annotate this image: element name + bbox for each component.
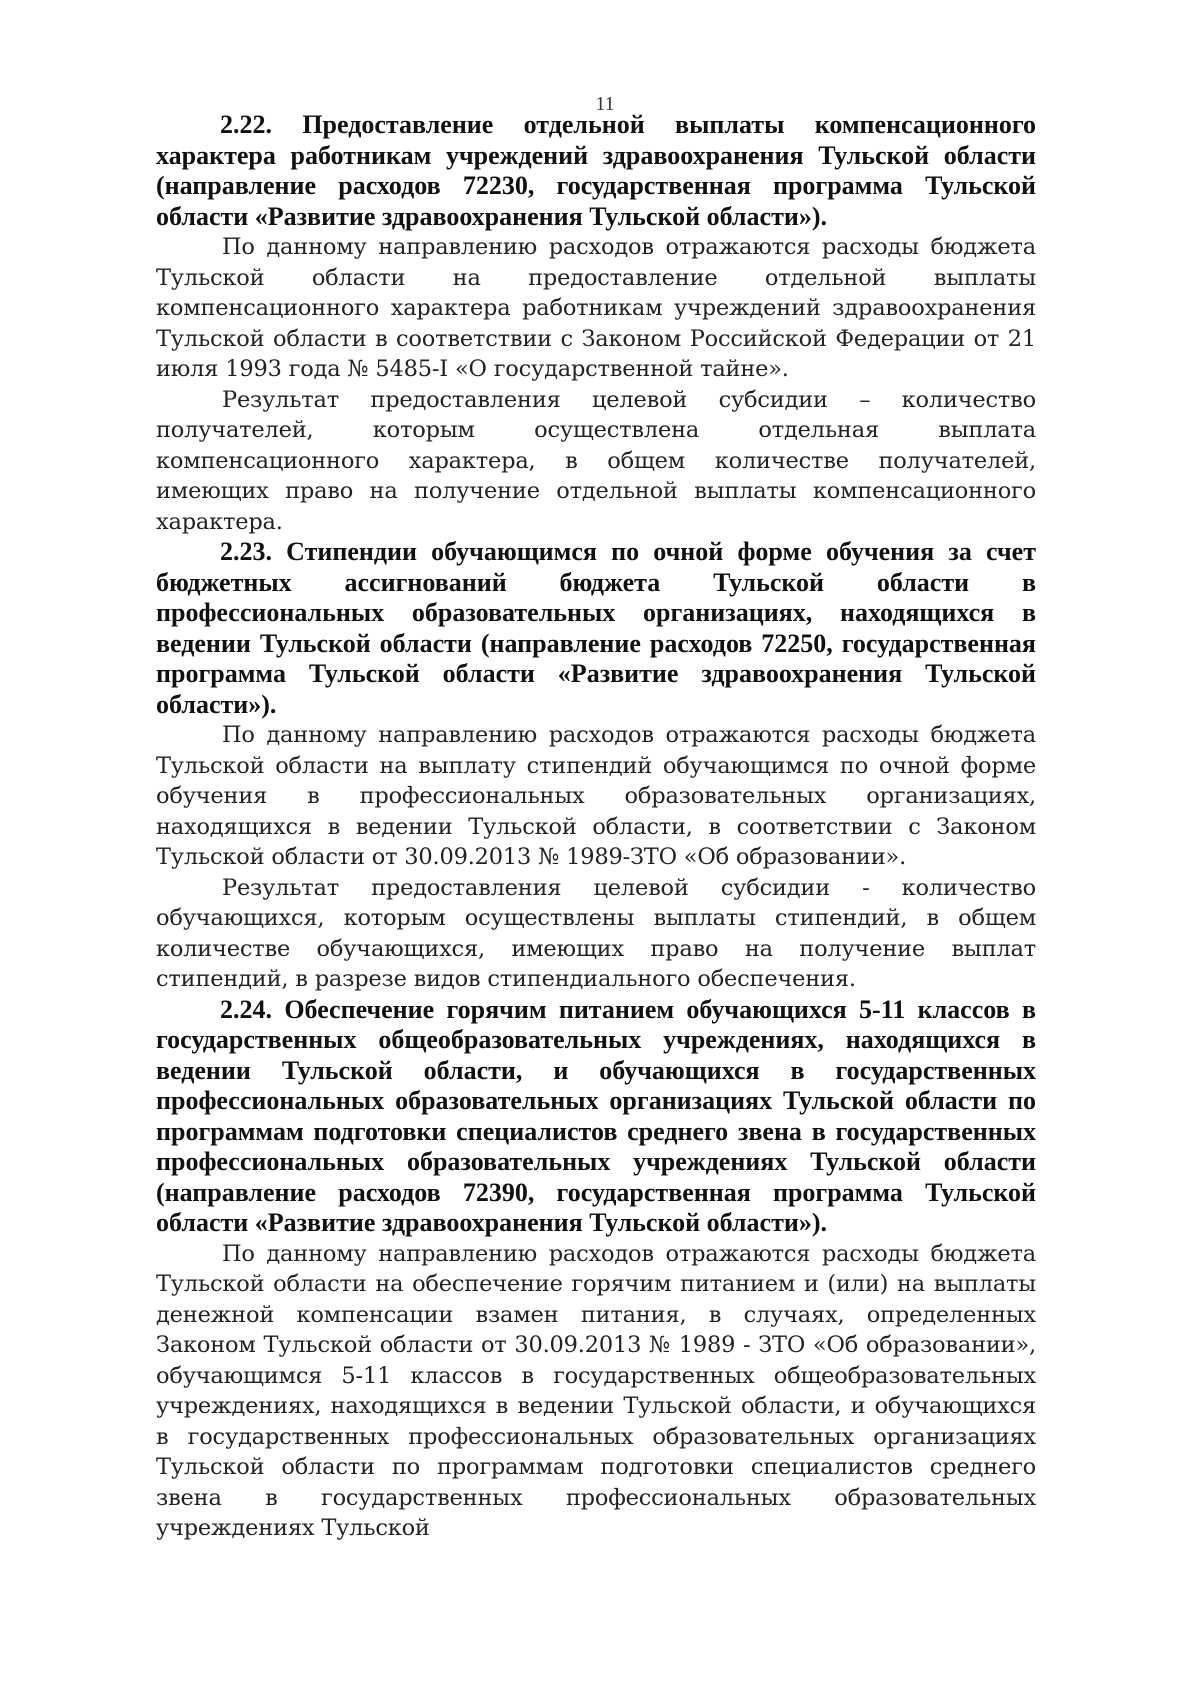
section-paragraph: Результат предоставления целевой субсидии – количество получателей, которым осуществлена отдельная выплата компенсационного характера, в общем количестве получателей, имеющих право на получение отдельной выплаты компенсационного характера. bbox=[156, 386, 1036, 535]
section-2-23 bbox=[156, 537, 1036, 995]
section-paragraph: По данному направлению расходов отражаются расходы бюджета Тульской области на предоставление отдельной выплаты компенсационного характера работникам учреждений здравоохранения Тульской области в соответствии с Законом Российской Федерации от 21 июля 1993 года № 5485-I «О государственной тайне». bbox=[156, 234, 1036, 382]
section-2-24 bbox=[156, 995, 1036, 1544]
section-paragraph: Результат предоставления целевой субсидии - количество обучающихся, которым осуществлены выплаты стипендий, в общем количестве обучающихся, имеющих право на получение выплат стипендий, в разрезе видов стипендиального обеспечения. bbox=[156, 874, 1036, 992]
page-number: 11 bbox=[595, 93, 615, 115]
section-heading: 2.24. Обеспечение горячим питанием обучающихся 5-11 классов в государственных общеобразовательных учреждениях, находящихся в ведении Тульской области, и обучающихся в государственных профессиональных образовательных организациях Тульской области по программам подготовки специалистов среднего звена в государственных профессиональных образовательных учреждениях Тульской области (направление расходов 72390, государственная программа Тульской области «Развитие здравоохранения Тульской области»). bbox=[156, 994, 1036, 1237]
section-heading: 2.22. Предоставление отдельной выплаты компенсационного характера работникам учреждений здравоохранения Тульской области (направление расходов 72230, государственная программа Тульской области «Развитие здравоохранения Тульской области»). bbox=[156, 110, 1036, 231]
document-body bbox=[156, 110, 1036, 1544]
section-paragraph: По данному направлению расходов отражаются расходы бюджета Тульской области на обеспечение горячим питанием и (или) на выплаты денежной компенсации взамен питания, в случаях, определенных Законом Тульской области от 30.09.2013 № 1989 - ЗТО «Об образовании», обучающимся 5-11 классов в государственных общеобразовательных учреждениях, находящихся в ведении Тульской области, и обучающихся в государственных профессиональных образовательных организациях Тульской области по программам подготовки специалистов среднего звена в государственных профессиональных образовательных учреждениях Тульской bbox=[156, 1240, 1036, 1541]
section-paragraph: По данному направлению расходов отражаются расходы бюджета Тульской области на выплату стипендий обучающимся по очной форме обучения в профессиональных образовательных организациях, находящихся в ведении Тульской области, в соответствии с Законом Тульской области от 30.09.2013 № 1989-ЗТО «Об образовании». bbox=[156, 722, 1036, 870]
section-2-22 bbox=[156, 110, 1036, 537]
section-heading: 2.23. Стипендии обучающимся по очной форме обучения за счет бюджетных ассигнований бюджета Тульской области в профессиональных образовательных организациях, находящихся в ведении Тульской области (направление расходов 72250, государственная программа Тульской области «Развитие здравоохранения Тульской области»). bbox=[156, 537, 1036, 719]
